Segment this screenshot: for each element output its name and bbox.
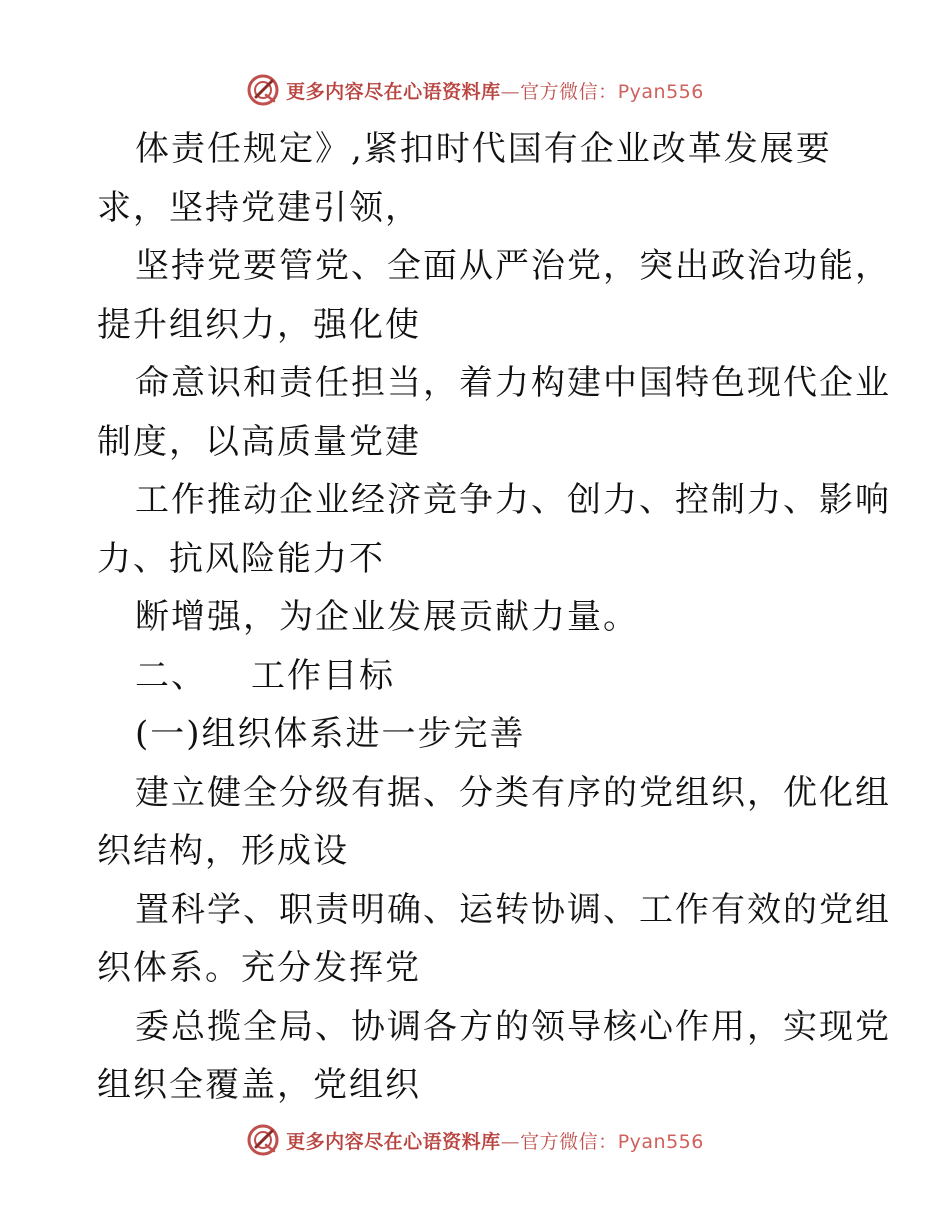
body-line: 建立健全分级有据、分类有序的党组织，优化组	[135, 772, 891, 813]
body-line: 体责任规定》,紧扣时代国有企业改革发展要	[135, 129, 832, 169]
section-title: 工作目标	[251, 655, 395, 696]
stamp-logo-icon	[246, 1123, 280, 1157]
body-line: 委总揽全局、协调各方的领导核心作用，实现党	[135, 1006, 891, 1047]
watermark-text	[286, 77, 704, 104]
watermark-account: Pyan556	[617, 1130, 704, 1153]
body-line: 织体系。充分发挥党	[97, 948, 421, 988]
body-line: 置科学、职责明确、运转协调、工作有效的党组	[135, 889, 891, 930]
body-line: 织结构，形成设	[97, 831, 349, 871]
footer-watermark	[0, 1120, 950, 1160]
header-watermark	[0, 70, 950, 110]
watermark-main: 更多内容尽在心语资料库	[286, 80, 501, 103]
document-body	[97, 120, 891, 1115]
body-line: 命意识和责任担当，着力构建中国特色现代企业	[135, 363, 891, 403]
body-line: 组织全覆盖，党组织	[97, 1065, 421, 1105]
body-line: 工作推动企业经济竞争力、创力、控制力、影响	[135, 480, 891, 520]
watermark-main: 更多内容尽在心语资料库	[286, 1130, 501, 1153]
section-number: 二、	[135, 655, 207, 696]
body-line: 坚持党要管党、全面从严治党，突出政治功能，	[135, 246, 891, 286]
watermark-label: 官方微信：	[520, 1130, 618, 1153]
watermark-text	[286, 1127, 704, 1154]
body-line: 求，坚持党建引领，	[97, 187, 421, 228]
section-heading	[97, 647, 857, 706]
stamp-logo-icon	[246, 73, 280, 107]
subsection-heading: (一)组织体系进一步完善	[135, 714, 526, 754]
watermark-label: 官方微信：	[520, 80, 618, 103]
body-line: 力、抗风险能力不	[97, 538, 385, 579]
watermark-separator: —	[500, 1130, 521, 1153]
watermark-account: Pyan556	[617, 80, 704, 103]
body-line: 提升组织力，强化使	[97, 304, 421, 345]
watermark-separator: —	[500, 80, 521, 103]
body-line: 制度，以高质量党建	[97, 421, 421, 462]
body-line: 断增强，为企业发展贡献力量。	[135, 597, 639, 637]
